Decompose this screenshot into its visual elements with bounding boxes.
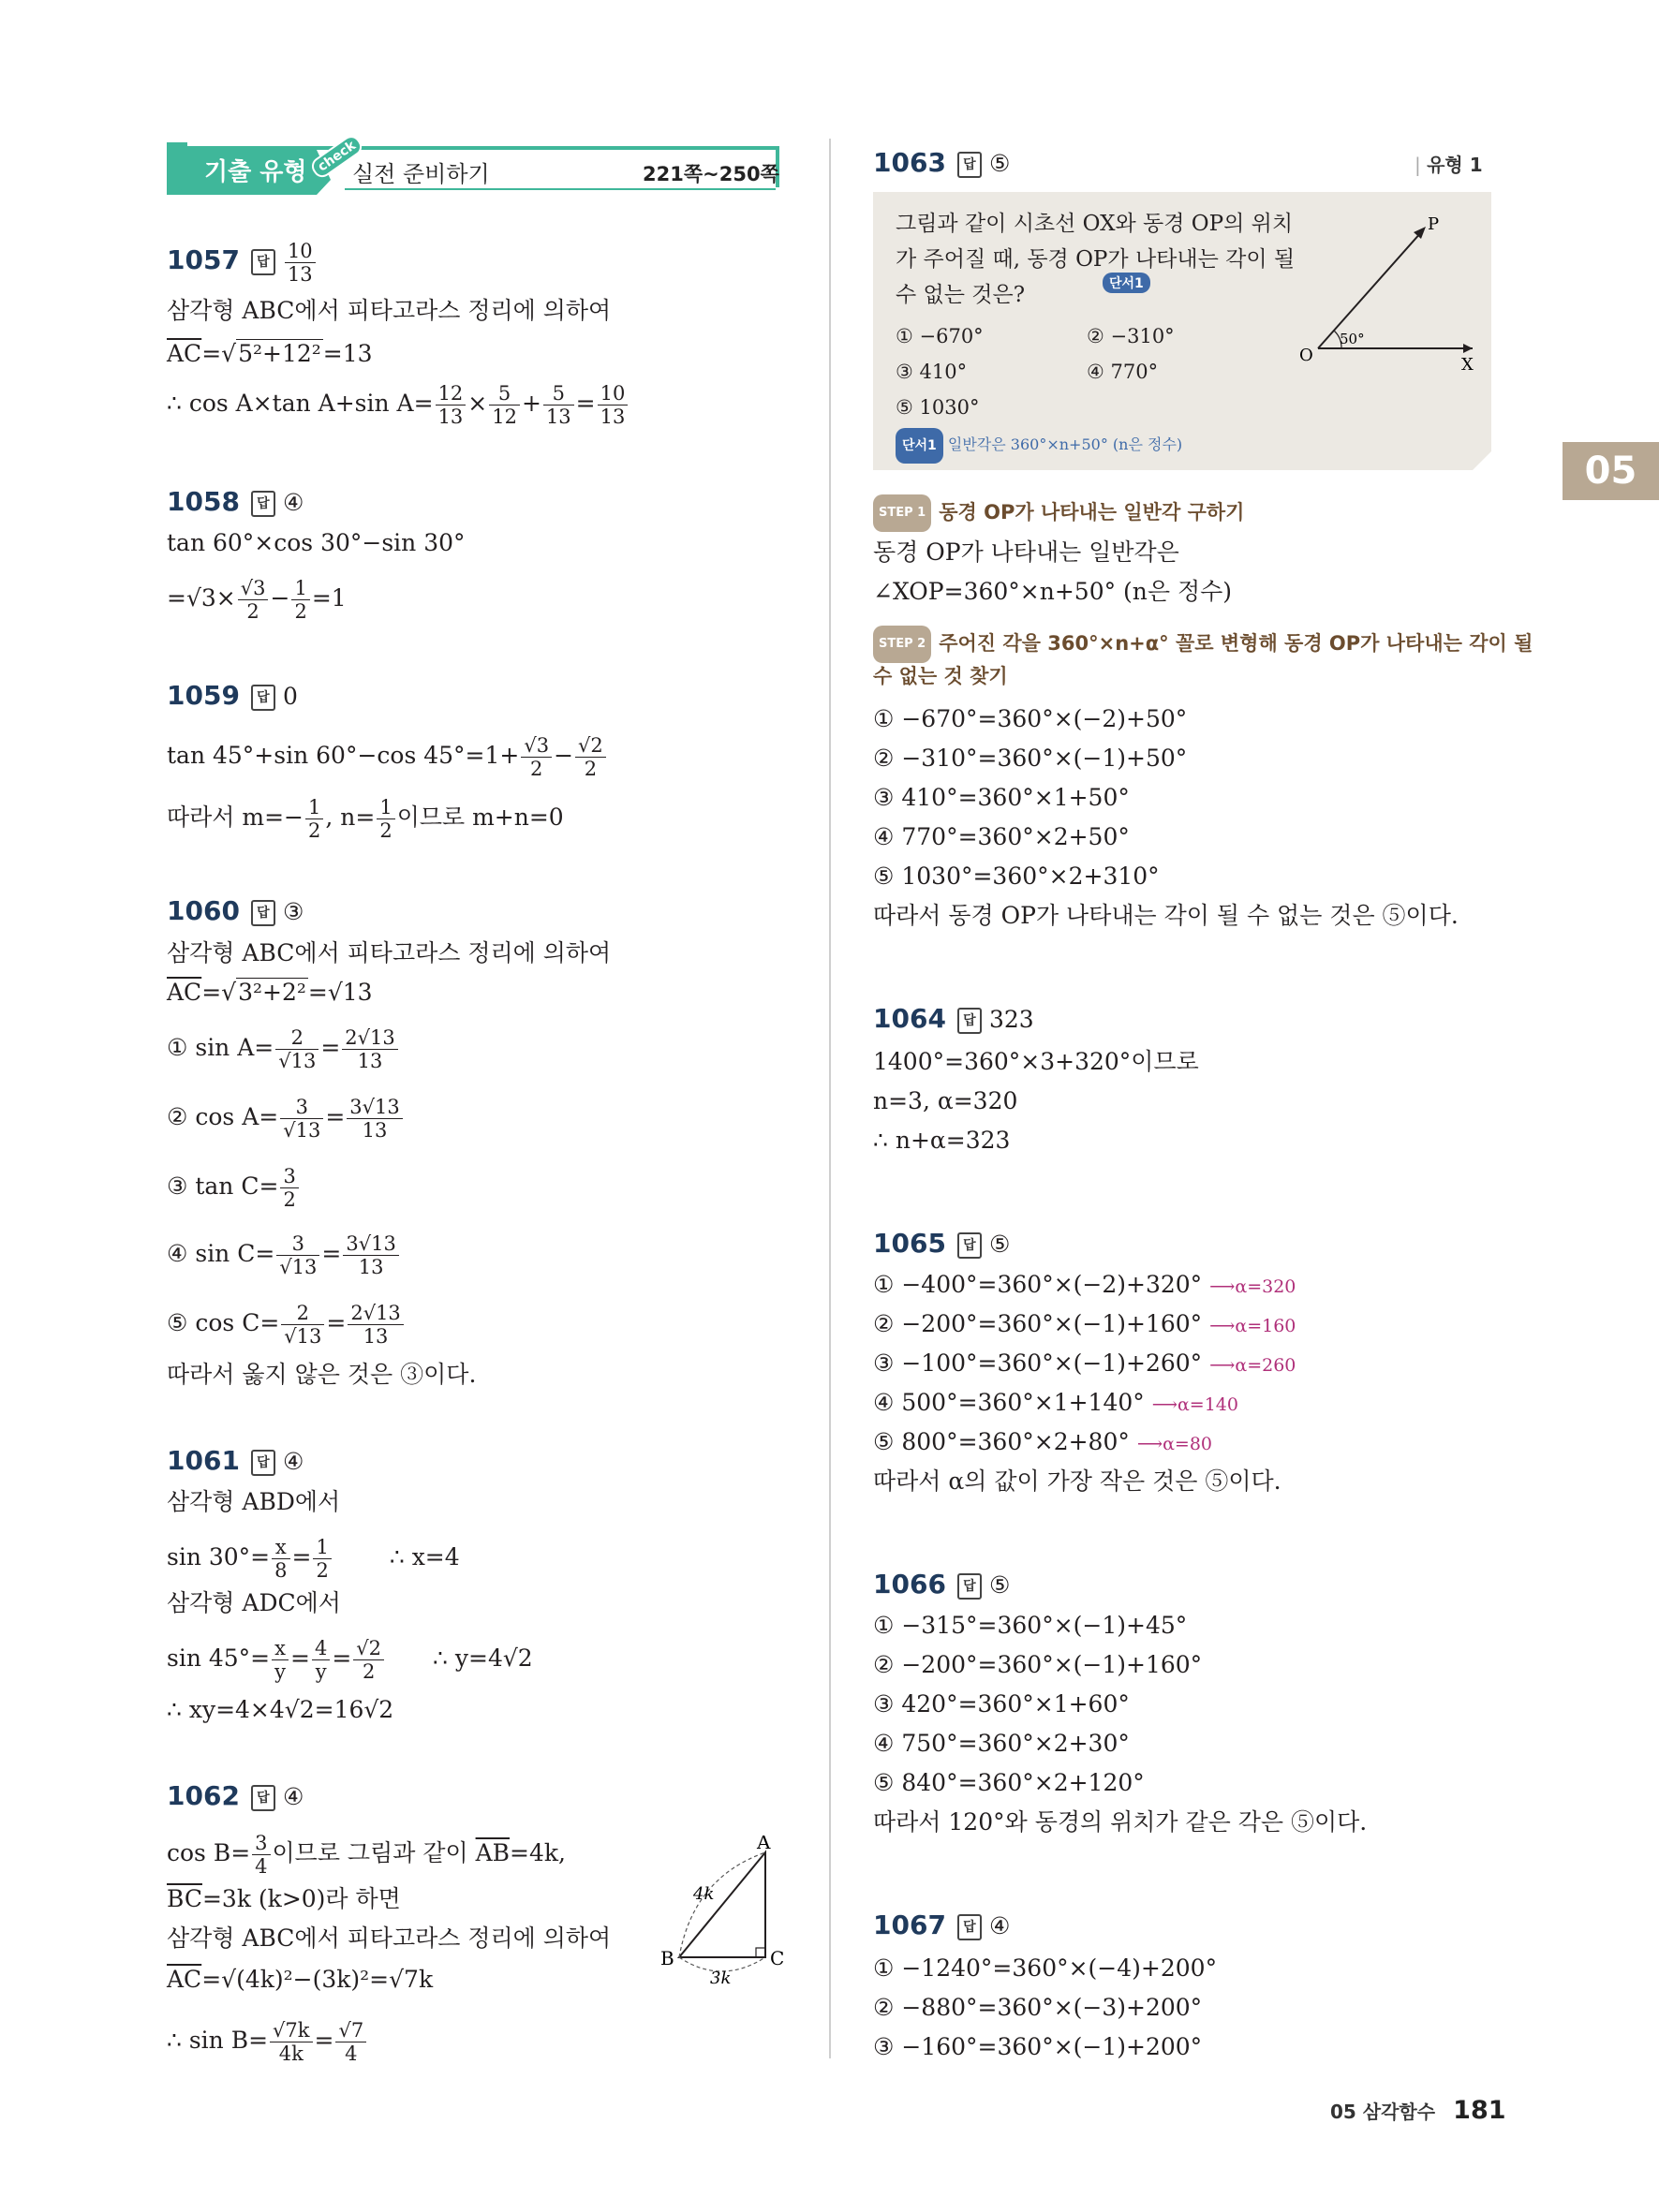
fraction (238, 577, 269, 623)
result-line-2: ② −880°=360°×(−3)+200° (873, 1994, 1203, 2021)
result-line-3: ③ −160°=360°×(−1)+200° (873, 2033, 1203, 2060)
answer-value: ④ (988, 1912, 1011, 1939)
problem-1058-header (167, 485, 304, 520)
result-line-4: ④ 750°=360°×2+30° (873, 1730, 1130, 1757)
formula-line (167, 976, 373, 1010)
answer-icon: 답 (251, 685, 275, 711)
answer-value: ⑤ (988, 150, 1011, 177)
text: ⑤ cos C= (167, 1309, 280, 1336)
answer-icon: 답 (957, 1573, 982, 1600)
numerator: 12 (436, 382, 467, 406)
page-number: 181 (1453, 2096, 1506, 2125)
alpha-note: α=260 (1235, 1355, 1296, 1376)
numerator: √7k (270, 2019, 312, 2042)
formula-line (167, 734, 608, 780)
problem-1063-header (873, 146, 1010, 181)
denominator: 13 (358, 1256, 384, 1278)
answer-value: 0 (282, 683, 298, 710)
question-line: 수 없는 것은? (896, 283, 1026, 307)
text: =√3× (167, 584, 236, 612)
answer-value: ⑤ (988, 1571, 1011, 1599)
text-line: 동경 OP가 나타내는 일반각은 (873, 538, 1179, 566)
numerator: √3 (521, 734, 552, 758)
denominator: 2 (294, 600, 307, 623)
radicand: 5²+12² (238, 340, 321, 367)
fraction (575, 734, 606, 780)
text: =1 (311, 584, 347, 612)
problem-1062-header (167, 1779, 304, 1814)
text: ∴ sin B= (167, 2027, 269, 2054)
fraction (342, 1026, 397, 1072)
numerator: √2 (575, 734, 606, 758)
text: =√ (201, 979, 237, 1006)
problem-number: 1059 (167, 680, 240, 711)
hint-badge: 단서1 (1103, 273, 1150, 293)
formula-line: ⑤ cos C= $\frac{2}{√13}$ = $\frac{2√13}{13}$ (167, 1302, 406, 1348)
numerator: 2 (281, 1302, 324, 1325)
denominator: √13 (284, 1325, 322, 1348)
label-p: P (1428, 214, 1440, 234)
conclusion-line: 따라서 α의 값이 가장 작은 것은 ⑤이다. (873, 1467, 1281, 1495)
denominator: y (315, 1660, 327, 1683)
result-line-1: ① −315°=360°×(−1)+45° (873, 1612, 1188, 1639)
answer-value: ③ (282, 898, 304, 925)
label-x: X (1461, 355, 1474, 372)
text-line: 삼각형 ABC에서 피타고라스 정리에 의하여 (167, 939, 612, 966)
arrow-x (1463, 344, 1473, 353)
conclusion-line: 따라서 120°와 동경의 위치가 같은 각은 ⑤이다. (873, 1808, 1368, 1836)
result-line-1: ① −1240°=360°×(−4)+200° (873, 1954, 1218, 1982)
answer-icon: 답 (251, 1450, 275, 1476)
denominator: √13 (279, 1256, 318, 1278)
fraction (291, 577, 309, 623)
vertex-c: C (770, 1947, 785, 1969)
formula-line (167, 796, 564, 842)
text: ① −400°=360°×(−2)+320° (873, 1271, 1203, 1298)
radicand: 3²+2² (238, 979, 306, 1006)
denominator: 2 (246, 600, 259, 623)
fraction (276, 1232, 319, 1278)
fraction (281, 1302, 324, 1348)
conclusion-line: 따라서 옳지 않은 것은 ③이다. (167, 1361, 477, 1388)
formula-line: sin 30°= $\frac{x}{8}$ = $\frac{1}{2}$ ∴ x=4 (167, 1536, 460, 1582)
text: =13 (322, 340, 373, 367)
numerator: 1 (377, 796, 394, 819)
numerator: 1 (313, 1536, 331, 1559)
result-line-2: ② −310°=360°×(−1)+50° (873, 745, 1188, 772)
chapter-tab (1563, 442, 1659, 500)
denominator: 2 (316, 1559, 329, 1582)
fraction (543, 382, 574, 428)
text: ∴ x=4 (389, 1543, 460, 1571)
text: ① sin A= (167, 1034, 274, 1061)
problem-1066-header (873, 1568, 1010, 1602)
numerator: √7 (335, 2019, 366, 2042)
denominator: 13 (287, 263, 313, 286)
hint-text: 일반각은 360°×n+50° (n은 정수) (947, 435, 1183, 453)
fraction (280, 1165, 298, 1211)
result-line-2 (873, 1307, 1296, 1343)
segment-ac: $\overline{AC}$ (167, 340, 202, 367)
numerator: 5 (543, 382, 574, 406)
right-angle-mark (756, 1948, 765, 1957)
numerator: 3√13 (343, 1232, 398, 1256)
arrow-icon: ⟶ (1209, 1316, 1236, 1336)
label-angle: 50° (1340, 331, 1365, 347)
result-line-1 (873, 1268, 1296, 1304)
hint-note (896, 428, 1182, 464)
choice-3: ③ 410° (896, 361, 968, 383)
answer-value: ⑤ (988, 1231, 1011, 1258)
fraction (335, 2019, 366, 2065)
fraction (275, 1026, 318, 1072)
numerator: 1 (291, 577, 309, 600)
text: ③ −100°=360°×(−1)+260° (873, 1349, 1203, 1377)
fraction (272, 1536, 289, 1582)
answer-fraction (285, 240, 316, 286)
denominator: 2 (584, 758, 598, 780)
denominator: 2 (530, 758, 543, 780)
numerator: 1 (305, 796, 323, 819)
step2-header (873, 626, 1533, 663)
result-line-2: ② −200°=360°×(−1)+160° (873, 1651, 1203, 1678)
answer-icon: 답 (957, 1232, 982, 1259)
text: , n= (325, 804, 376, 831)
problem-number: 1064 (873, 1003, 946, 1034)
text: ② cos A= (167, 1103, 279, 1130)
answer-value: ④ (282, 489, 304, 516)
text: cos B= (167, 1839, 251, 1866)
vertex-a: A (757, 1836, 771, 1853)
numerator: 3 (252, 1832, 270, 1855)
denominator: 13 (600, 406, 626, 428)
hint-badge: 단서1 (896, 428, 943, 464)
denominator: 2 (308, 819, 321, 842)
fraction (270, 2019, 312, 2065)
text: 이므로 m+n=0 (396, 804, 564, 831)
triangle-shape (679, 1852, 765, 1957)
header-subtitle: 실전 준비하기 (352, 161, 490, 187)
fraction (353, 1637, 384, 1683)
vertex-b: B (660, 1947, 674, 1969)
text: ④ sin C= (167, 1240, 275, 1267)
text-line: 삼각형 ABC에서 피타고라스 정리에 의하여 (167, 1924, 612, 1952)
denominator: y (274, 1660, 287, 1683)
denominator: 2 (379, 819, 393, 842)
problem-1057-header (167, 240, 318, 286)
choice-5: ⑤ 1030° (896, 396, 980, 419)
answer-icon: 답 (957, 1914, 982, 1940)
numerator: 2√13 (342, 1026, 397, 1050)
step1-header (873, 494, 1244, 532)
type-label: | 유형 1 (1415, 154, 1483, 176)
ray-op (1318, 231, 1422, 348)
formula-line (167, 1165, 301, 1211)
text: =3k (k>0)라 하면 (201, 1885, 401, 1912)
text: =√13 (307, 979, 373, 1006)
formula-line (167, 577, 347, 623)
formula-line (167, 1882, 401, 1916)
problem-number: 1063 (873, 147, 946, 178)
formula-line: ∴ cos A×tan A+sin A= $\frac{12}{13}$ × $\frac{5}{12}$ + $\frac{5}{13}$ = $\frac{10}{13}$ (167, 382, 630, 428)
numerator: 10 (285, 240, 316, 263)
answer-value: ④ (282, 1448, 304, 1475)
text: =4k, (510, 1839, 566, 1866)
text-line: ∴ xy=4×4√2=16√2 (167, 1696, 394, 1723)
numerator: 10 (598, 382, 629, 406)
step-title: 주어진 각을 360°×n+α° 꼴로 변형해 동경 OP가 나타내는 각이 될 (939, 632, 1533, 655)
result-line-4 (873, 1386, 1238, 1422)
arrow-p (1414, 227, 1426, 239)
numerator: 4 (312, 1637, 330, 1660)
problem-1067-header (873, 1909, 1010, 1943)
section-header (167, 138, 785, 195)
denominator: 13 (357, 1050, 383, 1072)
problem-1065-header (873, 1227, 1010, 1261)
problem-number: 1058 (167, 486, 240, 517)
result-line-5: ⑤ 840°=360°×2+120° (873, 1769, 1145, 1796)
problem-number: 1062 (167, 1780, 240, 1811)
formula-line: ① sin A= $\frac{2}{√13}$ = $\frac{2√13}{13}$ (167, 1026, 400, 1072)
answer-icon: 답 (251, 900, 275, 926)
arrow-icon: ⟶ (1209, 1276, 1236, 1297)
fraction (347, 1096, 402, 1142)
fraction (598, 382, 629, 428)
choice-1: ① −670° (896, 325, 984, 347)
denominator: √13 (283, 1119, 321, 1142)
step-title-cont: 수 없는 것 찾기 (873, 665, 1008, 687)
fraction (312, 1637, 330, 1683)
problem-number: 1066 (873, 1569, 946, 1600)
page-footer (1330, 2096, 1506, 2125)
label-ab: 4k (693, 1884, 715, 1904)
numerator: x (272, 1637, 289, 1660)
fraction (348, 1302, 403, 1348)
result-line-3: ③ 420°=360°×1+60° (873, 1690, 1130, 1718)
numerator: √2 (353, 1637, 384, 1660)
header-pages: 221쪽~250쪽 (643, 163, 779, 185)
header-title: 기출 유형 (204, 158, 307, 186)
text-line: 삼각형 ADC에서 (167, 1589, 341, 1616)
box-corner-fold (1473, 451, 1491, 470)
question-line: 그림과 같이 시초선 OX와 동경 OP의 위치 (896, 212, 1294, 236)
formula-line: ∴ sin B= $\frac{√7k}{4k}$ = $\frac{√7}{4}$ (167, 2019, 368, 2065)
result-line-4: ④ 770°=360°×2+50° (873, 823, 1130, 850)
result-line-5: ⑤ 1030°=360°×2+310° (873, 863, 1160, 890)
text: 따라서 m=− (167, 804, 304, 831)
choice-2: ② −310° (1087, 325, 1175, 347)
question-box (873, 192, 1491, 470)
denominator: 2 (362, 1660, 376, 1683)
type-text: 유형 1 (1427, 154, 1483, 176)
segment-bc: $\overline{BC}$ (167, 1885, 202, 1912)
text: − (270, 584, 290, 612)
step-badge: STEP 2 (873, 626, 931, 663)
result-line-1: ① −670°=360°×(−2)+50° (873, 705, 1188, 732)
formula-line: $\overline{AC}=√5^2+12^2=13$ (167, 340, 373, 367)
denominator: 13 (362, 1119, 388, 1142)
text: =√(4k)²−(3k)²=√7k (201, 1966, 434, 1993)
denominator: 4k (278, 2042, 304, 2065)
fraction (252, 1832, 270, 1878)
answer-value: 323 (988, 1006, 1034, 1033)
result-line-3 (873, 1347, 1296, 1382)
numerator: 3 (280, 1096, 323, 1119)
text: sin 45°= (167, 1644, 271, 1672)
label-bc: 3k (710, 1969, 732, 1985)
fraction (521, 734, 552, 780)
arrow-icon: ⟶ (1136, 1434, 1163, 1454)
numerator: 2 (275, 1026, 318, 1050)
text-line: tan 60°×cos 30°−sin 30° (167, 529, 466, 556)
formula-line: ② cos A= $\frac{3}{√13}$ = $\frac{3√13}{13}$ (167, 1096, 405, 1142)
denominator: 4 (345, 2042, 358, 2065)
problem-1060-header (167, 894, 304, 929)
numerator: 2√13 (348, 1302, 403, 1325)
arrow-icon: ⟶ (1209, 1355, 1236, 1376)
fraction (313, 1536, 331, 1582)
text-line: 삼각형 ABD에서 (167, 1488, 341, 1515)
text-line: ∠XOP=360°×n+50° (n은 정수) (873, 578, 1233, 605)
check-badge: check (308, 132, 365, 181)
fraction (377, 796, 394, 842)
segment-ac: $\overline{AC}$ (167, 979, 202, 1006)
problem-1061-header (167, 1444, 304, 1479)
result-line-3: ③ 410°=360°×1+50° (873, 784, 1130, 811)
denominator: 2 (283, 1188, 296, 1211)
problem-number: 1067 (873, 1910, 946, 1940)
answer-icon: 답 (251, 1785, 275, 1811)
text: ⑤ 800°=360°×2+80° (873, 1428, 1130, 1455)
formula-line: sin 45°= $\frac{x}{y}$ = $\frac{4}{y}$ = $\frac{√2}{2}$ ∴ y=4√2 (167, 1637, 533, 1683)
answer-icon: 답 (251, 491, 275, 517)
angle-figure (1295, 203, 1482, 372)
text: − (554, 742, 574, 769)
numerator: 3 (280, 1165, 298, 1188)
answer-icon: 답 (957, 152, 982, 178)
denominator: 13 (545, 406, 571, 428)
alpha-note: α=160 (1235, 1316, 1296, 1336)
numerator: x (272, 1536, 289, 1559)
denominator: 13 (437, 406, 464, 428)
column-divider (829, 139, 831, 2058)
text: tan 45°+sin 60°−cos 45°=1+ (167, 742, 520, 769)
problem-1059-header (167, 679, 298, 714)
text: ∴ y=4√2 (433, 1644, 533, 1672)
text-line: n=3, α=320 (873, 1087, 1018, 1114)
step-title: 동경 OP가 나타내는 일반각 구하기 (939, 501, 1245, 524)
alpha-note: α=320 (1235, 1276, 1296, 1297)
problem-number: 1060 (167, 895, 240, 926)
footer-chapter: 05 삼각함수 (1330, 2101, 1436, 2123)
fraction (436, 382, 467, 428)
triangle-figure (656, 1836, 796, 1985)
segment-ac: $\overline{AC}$ (167, 1966, 202, 1993)
numerator: 3√13 (347, 1096, 402, 1119)
numerator: 5 (489, 382, 520, 406)
text-line: 1400°=360°×3+320°이므로 (873, 1048, 1199, 1075)
segment-ab: $\overline{AB}$ (475, 1839, 511, 1866)
problem-number: 1061 (167, 1445, 240, 1476)
denominator: √13 (278, 1050, 317, 1072)
question-line: 가 주어질 때, 동경 OP가 나타내는 각이 될 (896, 247, 1296, 272)
answer-icon: 답 (957, 1008, 982, 1034)
formula-line (167, 1832, 566, 1878)
denominator: 13 (363, 1325, 389, 1348)
fraction (272, 1637, 289, 1683)
text: = (201, 340, 222, 367)
fraction (343, 1232, 398, 1278)
text: ③ tan C= (167, 1172, 279, 1200)
answer-icon: 답 (251, 249, 275, 275)
text-line: 삼각형 ABC에서 피타고라스 정리에 의하여 (167, 297, 612, 324)
fraction (280, 1096, 323, 1142)
conclusion-line: 따라서 동경 OP가 나타내는 각이 될 수 없는 것은 ⑤이다. (873, 902, 1459, 929)
alpha-note: α=140 (1177, 1394, 1238, 1415)
problem-1064-header (873, 1002, 1034, 1037)
denominator: 12 (492, 406, 517, 428)
fraction (489, 382, 520, 428)
denominator: 4 (255, 1855, 268, 1878)
problem-number: 1057 (167, 244, 240, 275)
answer-value: ④ (282, 1783, 304, 1810)
step-badge: STEP 1 (873, 494, 931, 532)
problem-number: 1065 (873, 1228, 946, 1259)
text: ④ 500°=360°×1+140° (873, 1389, 1145, 1416)
text: sin 30°= (167, 1543, 271, 1571)
denominator: 8 (274, 1559, 288, 1582)
result-line-5 (873, 1425, 1212, 1461)
text: ② −200°=360°×(−1)+160° (873, 1310, 1203, 1337)
formula-line (167, 1963, 433, 1997)
formula-line: ④ sin C= $\frac{3}{√13}$ = $\frac{3√13}{13}$ (167, 1232, 401, 1278)
text: 이므로 그림과 같이 (272, 1839, 476, 1866)
choice-4: ④ 770° (1087, 361, 1159, 383)
chapter-tab-label: 05 (1584, 450, 1637, 493)
fraction (305, 796, 323, 842)
text-line: ∴ n+α=323 (873, 1127, 1011, 1154)
alpha-note: α=80 (1163, 1434, 1212, 1454)
numerator: √3 (238, 577, 269, 600)
numerator: 3 (276, 1232, 319, 1256)
arrow-icon: ⟶ (1151, 1394, 1178, 1415)
label-o: O (1299, 346, 1313, 365)
text: ∴ cos A×tan A+sin A= (167, 390, 434, 417)
